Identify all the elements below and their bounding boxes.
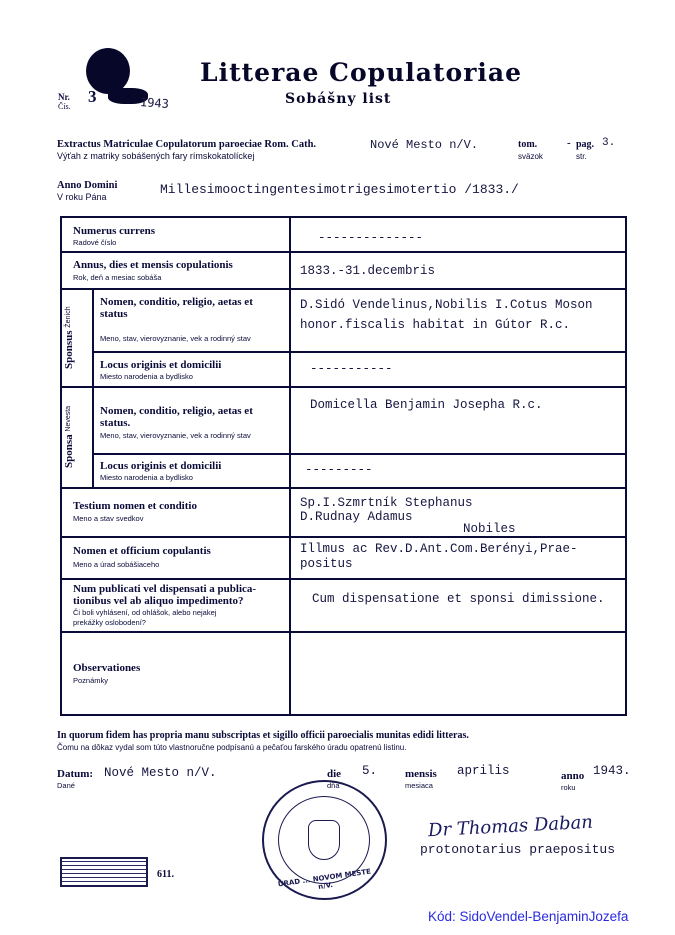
stamp-number: 611. xyxy=(157,869,174,880)
sponsa-locus-value: --------- xyxy=(305,463,373,477)
svazok-label: sväzok xyxy=(518,152,543,161)
handwritten-year: 1943 xyxy=(139,95,170,111)
nr-label: Nr. xyxy=(58,92,70,102)
footer-slovak: Čomu na dôkaz vydal som túto vlastnoručne podpísanú a pečaťou farského úradu opatrenú listinu. xyxy=(57,743,407,752)
extract-latin: Extractus Matriculae Copulatorum paroeciae Rom. Cath. xyxy=(57,139,317,150)
copulantis-value-2: positus xyxy=(300,557,353,571)
die-label: die xyxy=(327,768,342,780)
sponsus-side-label xyxy=(63,296,75,380)
testium-value-3: Nobiles xyxy=(463,522,516,536)
signature: Dr Thomas Daban xyxy=(427,811,594,842)
sponsus-locus-label: Locus originis et domicilii xyxy=(100,359,222,371)
anno-footer-sub: roku xyxy=(561,783,576,792)
publicati-sub-2: prekážky oslobodení? xyxy=(73,618,146,627)
nr-value: 3 xyxy=(88,87,97,106)
seal-emblem xyxy=(308,820,340,860)
rule-6 xyxy=(60,487,627,489)
rule-4 xyxy=(60,386,627,388)
copulantis-label: Nomen et officium copulantis xyxy=(73,545,211,557)
sponsa-side-sub: Nevesta xyxy=(65,405,72,432)
publicati-value: Cum dispensatione et sponsi dimissione. xyxy=(312,592,605,606)
anno-footer-value: 1943. xyxy=(593,764,631,778)
sponsa-locus-label: Locus originis et domicilii xyxy=(100,460,222,472)
sponsa-group-line xyxy=(92,386,94,487)
extract-parish: Nové Mesto n/V. xyxy=(370,138,479,152)
sponsa-side-text: Sponsa xyxy=(63,434,75,469)
publicati-sub-1: Či boli vyhlásení, od ohlášok, alebo nejakej xyxy=(73,608,217,617)
numerus-value: -------------- xyxy=(318,231,424,245)
rule-2 xyxy=(60,288,627,290)
testium-value-1: Sp.I.Szmrtník Stephanus xyxy=(300,496,473,510)
sponsa-nomen-sub: Meno, stav, vierovyznanie, vek a rodinný stav xyxy=(100,431,251,440)
str-label: str. xyxy=(576,152,587,161)
rule-1 xyxy=(60,251,627,253)
anno-label-sk: V roku Pána xyxy=(57,192,107,202)
rule-5 xyxy=(92,453,627,455)
observationes-sub: Poznámky xyxy=(73,676,109,685)
sponsus-nomen-value-1: D.Sidó Vendelinus,Nobilis I.Cotus Moson xyxy=(300,298,593,312)
rule-7 xyxy=(60,536,627,538)
annus-value: 1833.-31.decembris xyxy=(300,264,436,278)
testium-label: Testium nomen et conditio xyxy=(73,500,197,512)
sponsus-side-sub: Ženích xyxy=(65,306,72,329)
datum-label: Datum: xyxy=(57,768,94,780)
code-text: Kód: SidoVendel-BenjaminJozefa xyxy=(428,909,629,924)
copulantis-value-1: Illmus ac Rev.D.Ant.Com.Berényi,Prae- xyxy=(300,542,578,556)
sponsa-nomen-label: Nomen, conditio, religio, aetas et status. xyxy=(100,405,253,429)
sponsa-side-label xyxy=(63,395,75,479)
document-subtitle: Sobášny list xyxy=(285,91,392,107)
mensis-sub: mesiaca xyxy=(405,781,433,790)
tom-label: tom. xyxy=(518,139,538,150)
anno-value: Millesimooctingentesimotrigesimotertio /1833./ xyxy=(160,182,519,197)
sponsus-nomen-value-2: honor.fiscalis habitat in Gútor R.c. xyxy=(300,318,571,332)
rule-3 xyxy=(92,351,627,353)
mensis-value: aprilis xyxy=(457,764,510,778)
seal-text: ÚRAD ... NOVOM MESTE n/V. xyxy=(277,867,372,891)
sponsa-locus-sub: Miesto narodenia a bydlisko xyxy=(100,473,193,482)
die-value: 5. xyxy=(362,764,378,778)
signature-role: protonotarius praepositus xyxy=(420,842,616,857)
sponsus-group-line xyxy=(92,288,94,386)
sponsa-nomen-value: Domicella Benjamin Josepha R.c. xyxy=(310,398,543,412)
table-divider xyxy=(289,216,291,716)
sponsus-nomen-label: Nomen, conditio, religio, aetas et status xyxy=(100,296,253,320)
testium-value-2: D.Rudnay Adamus xyxy=(300,510,413,524)
publicati-label-2: tionibus vel ab aliquo impedimento? xyxy=(73,595,244,607)
observationes-label: Observationes xyxy=(73,662,141,674)
document-title: Litterae Copulatoriae xyxy=(200,58,522,87)
extract-slovak: Výťah z matriky sobášených fary rímskokatolíckej xyxy=(57,151,255,161)
sponsus-locus-value: ----------- xyxy=(310,362,393,376)
die-sub: dňa xyxy=(327,781,340,790)
sponsus-locus-sub: Miesto narodenia a bydlisko xyxy=(100,372,193,381)
testium-sub: Meno a stav svedkov xyxy=(73,514,144,523)
mensis-label: mensis xyxy=(405,768,437,780)
rule-8 xyxy=(60,578,627,580)
sponsus-side-text: Sponsus xyxy=(63,330,75,370)
numerus-label: Numerus currens xyxy=(73,225,155,237)
cis-label: Čís. xyxy=(58,102,71,111)
datum-place: Nové Mesto n/V. xyxy=(104,766,217,780)
pag-label: pag. xyxy=(576,139,595,150)
datum-sub: Dané xyxy=(57,781,75,790)
pag-value: 3. xyxy=(602,137,616,149)
annus-label: Annus, dies et mensis copulationis xyxy=(73,259,233,271)
numerus-sub: Radové číslo xyxy=(73,238,117,247)
tom-value: - xyxy=(567,137,571,149)
revenue-stamp xyxy=(60,857,148,887)
anno-footer-label: anno xyxy=(561,770,585,782)
anno-label: Anno Domini xyxy=(57,180,118,191)
sponsus-nomen-sub: Meno, stav, vierovyznanie, vek a rodinný stav xyxy=(100,334,251,343)
annus-sub: Rok, deň a mesiac sobáša xyxy=(73,273,162,282)
footer-latin: In quorum fidem has propria manu subscriptas et sigillo officii paroecialis munitas edidi litteras. xyxy=(57,730,469,741)
copulantis-sub: Meno a úrad sobášiaceho xyxy=(73,560,160,569)
publicati-label-1: Num publicati vel dispensati a publica- xyxy=(73,583,257,595)
parish-seal xyxy=(262,780,387,900)
rule-9 xyxy=(60,631,627,633)
